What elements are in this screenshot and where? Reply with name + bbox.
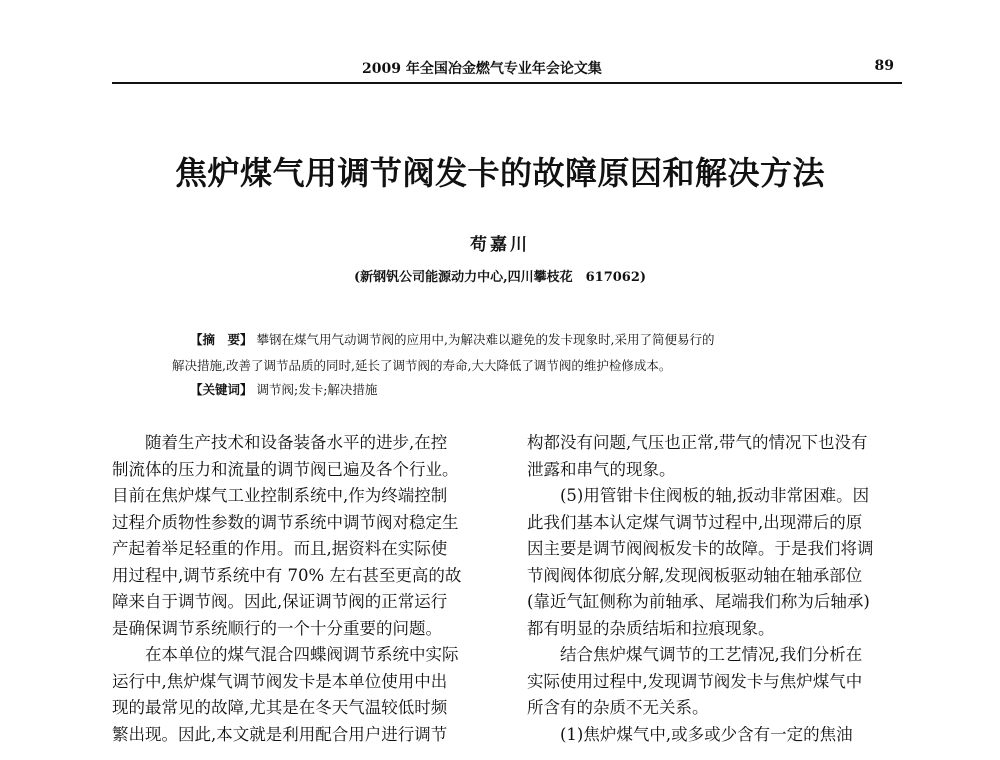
- body-line: (1)焦炉煤气中,或多或少含有一定的焦油: [560, 724, 853, 744]
- body-line: 构都没有问题,气压也正常,带气的情况下也没有: [527, 433, 868, 452]
- body-line: 节阀阀体彻底分解,发现阀板驱动轴在轴承部位: [527, 565, 863, 585]
- body-line: (靠近气缸侧称为前轴承、尾端我们称为后轴承): [527, 592, 870, 611]
- body-line: 目前在焦炉煤气工业控制系统中,作为终端控制: [112, 486, 448, 505]
- body-line: 繁出现。因此,本文就是利用配合用户进行调节: [112, 724, 448, 744]
- body-line: 是确保调节系统顺行的一个十分重要的问题。: [112, 618, 442, 638]
- body-line: 因主要是调节阀阀板发卡的故障。于是我们将调: [527, 539, 874, 558]
- running-header: [112, 58, 902, 84]
- body-column-left: [112, 430, 492, 748]
- body-line: 运行中,焦炉煤气调节阀发卡是本单位使用中出: [112, 671, 448, 691]
- body-line: 用过程中,调节系统中有 70% 左右甚至更高的故: [112, 565, 462, 585]
- body-line: 过程介质物性参数的调节系统中调节阀对稳定生: [112, 512, 459, 532]
- body-line: 障来自于调节阀。因此,保证调节阀的正常运行: [112, 592, 448, 611]
- body-line: 泄露和串气的现象。: [527, 459, 676, 479]
- page-number: 89: [874, 58, 894, 74]
- author: 苟嘉川: [470, 235, 530, 255]
- abstract: [190, 330, 714, 348]
- body-line: 随着生产技术和设备装备水平的进步,在控: [145, 433, 448, 452]
- body-line: 制流体的压力和流量的调节阀已遍及各个行业。: [112, 459, 459, 479]
- body-line: 都有明显的杂质结垢和拉痕现象。: [527, 618, 775, 638]
- keywords: [190, 380, 377, 398]
- body-line: (5)用管钳卡住阀板的轴,扳动非常困难。因: [560, 486, 870, 505]
- body-line: 结合焦炉煤气调节的工艺情况,我们分析在: [560, 645, 863, 664]
- keywords-label: 【关键词】: [190, 382, 253, 397]
- body-line: 在本单位的煤气混合四蝶阀调节系统中实际: [145, 645, 459, 664]
- abstract-line-1: 攀钢在煤气用气动调节阀的应用中,为解决难以避免的发卡现象时,采用了简便易行的: [256, 332, 715, 347]
- body-line: 实际使用过程中,发现调节阀发卡与焦炉煤气中: [527, 671, 863, 691]
- body-line: 产起着举足轻重的作用。而且,据资料在实际使: [112, 539, 448, 558]
- running-title: 2009 年全国冶金燃气专业年会论文集: [362, 61, 602, 77]
- body-line: 此我们基本认定煤气调节过程中,出现滞后的原: [527, 512, 863, 532]
- abstract-line-2: 解决措施,改善了调节品质的同时,延长了调节阀的寿命,大大降低了调节阀的维护检修成本。: [172, 358, 672, 373]
- abstract-label: 【摘 要】: [190, 332, 253, 347]
- keywords-text: 调节阀;发卡;解决措施: [256, 382, 378, 397]
- affiliation: (新钢钒公司能源动力中心,四川攀枝花 617062): [353, 270, 647, 285]
- paper-title: 焦炉煤气用调节阀发卡的故障原因和解决方法: [174, 154, 825, 192]
- body-line: 现的最常见的故障,尤其是在冬天气温较低时频: [112, 698, 448, 717]
- body-column-right: [527, 430, 907, 748]
- body-line: 所含有的杂质不无关系。: [527, 698, 709, 717]
